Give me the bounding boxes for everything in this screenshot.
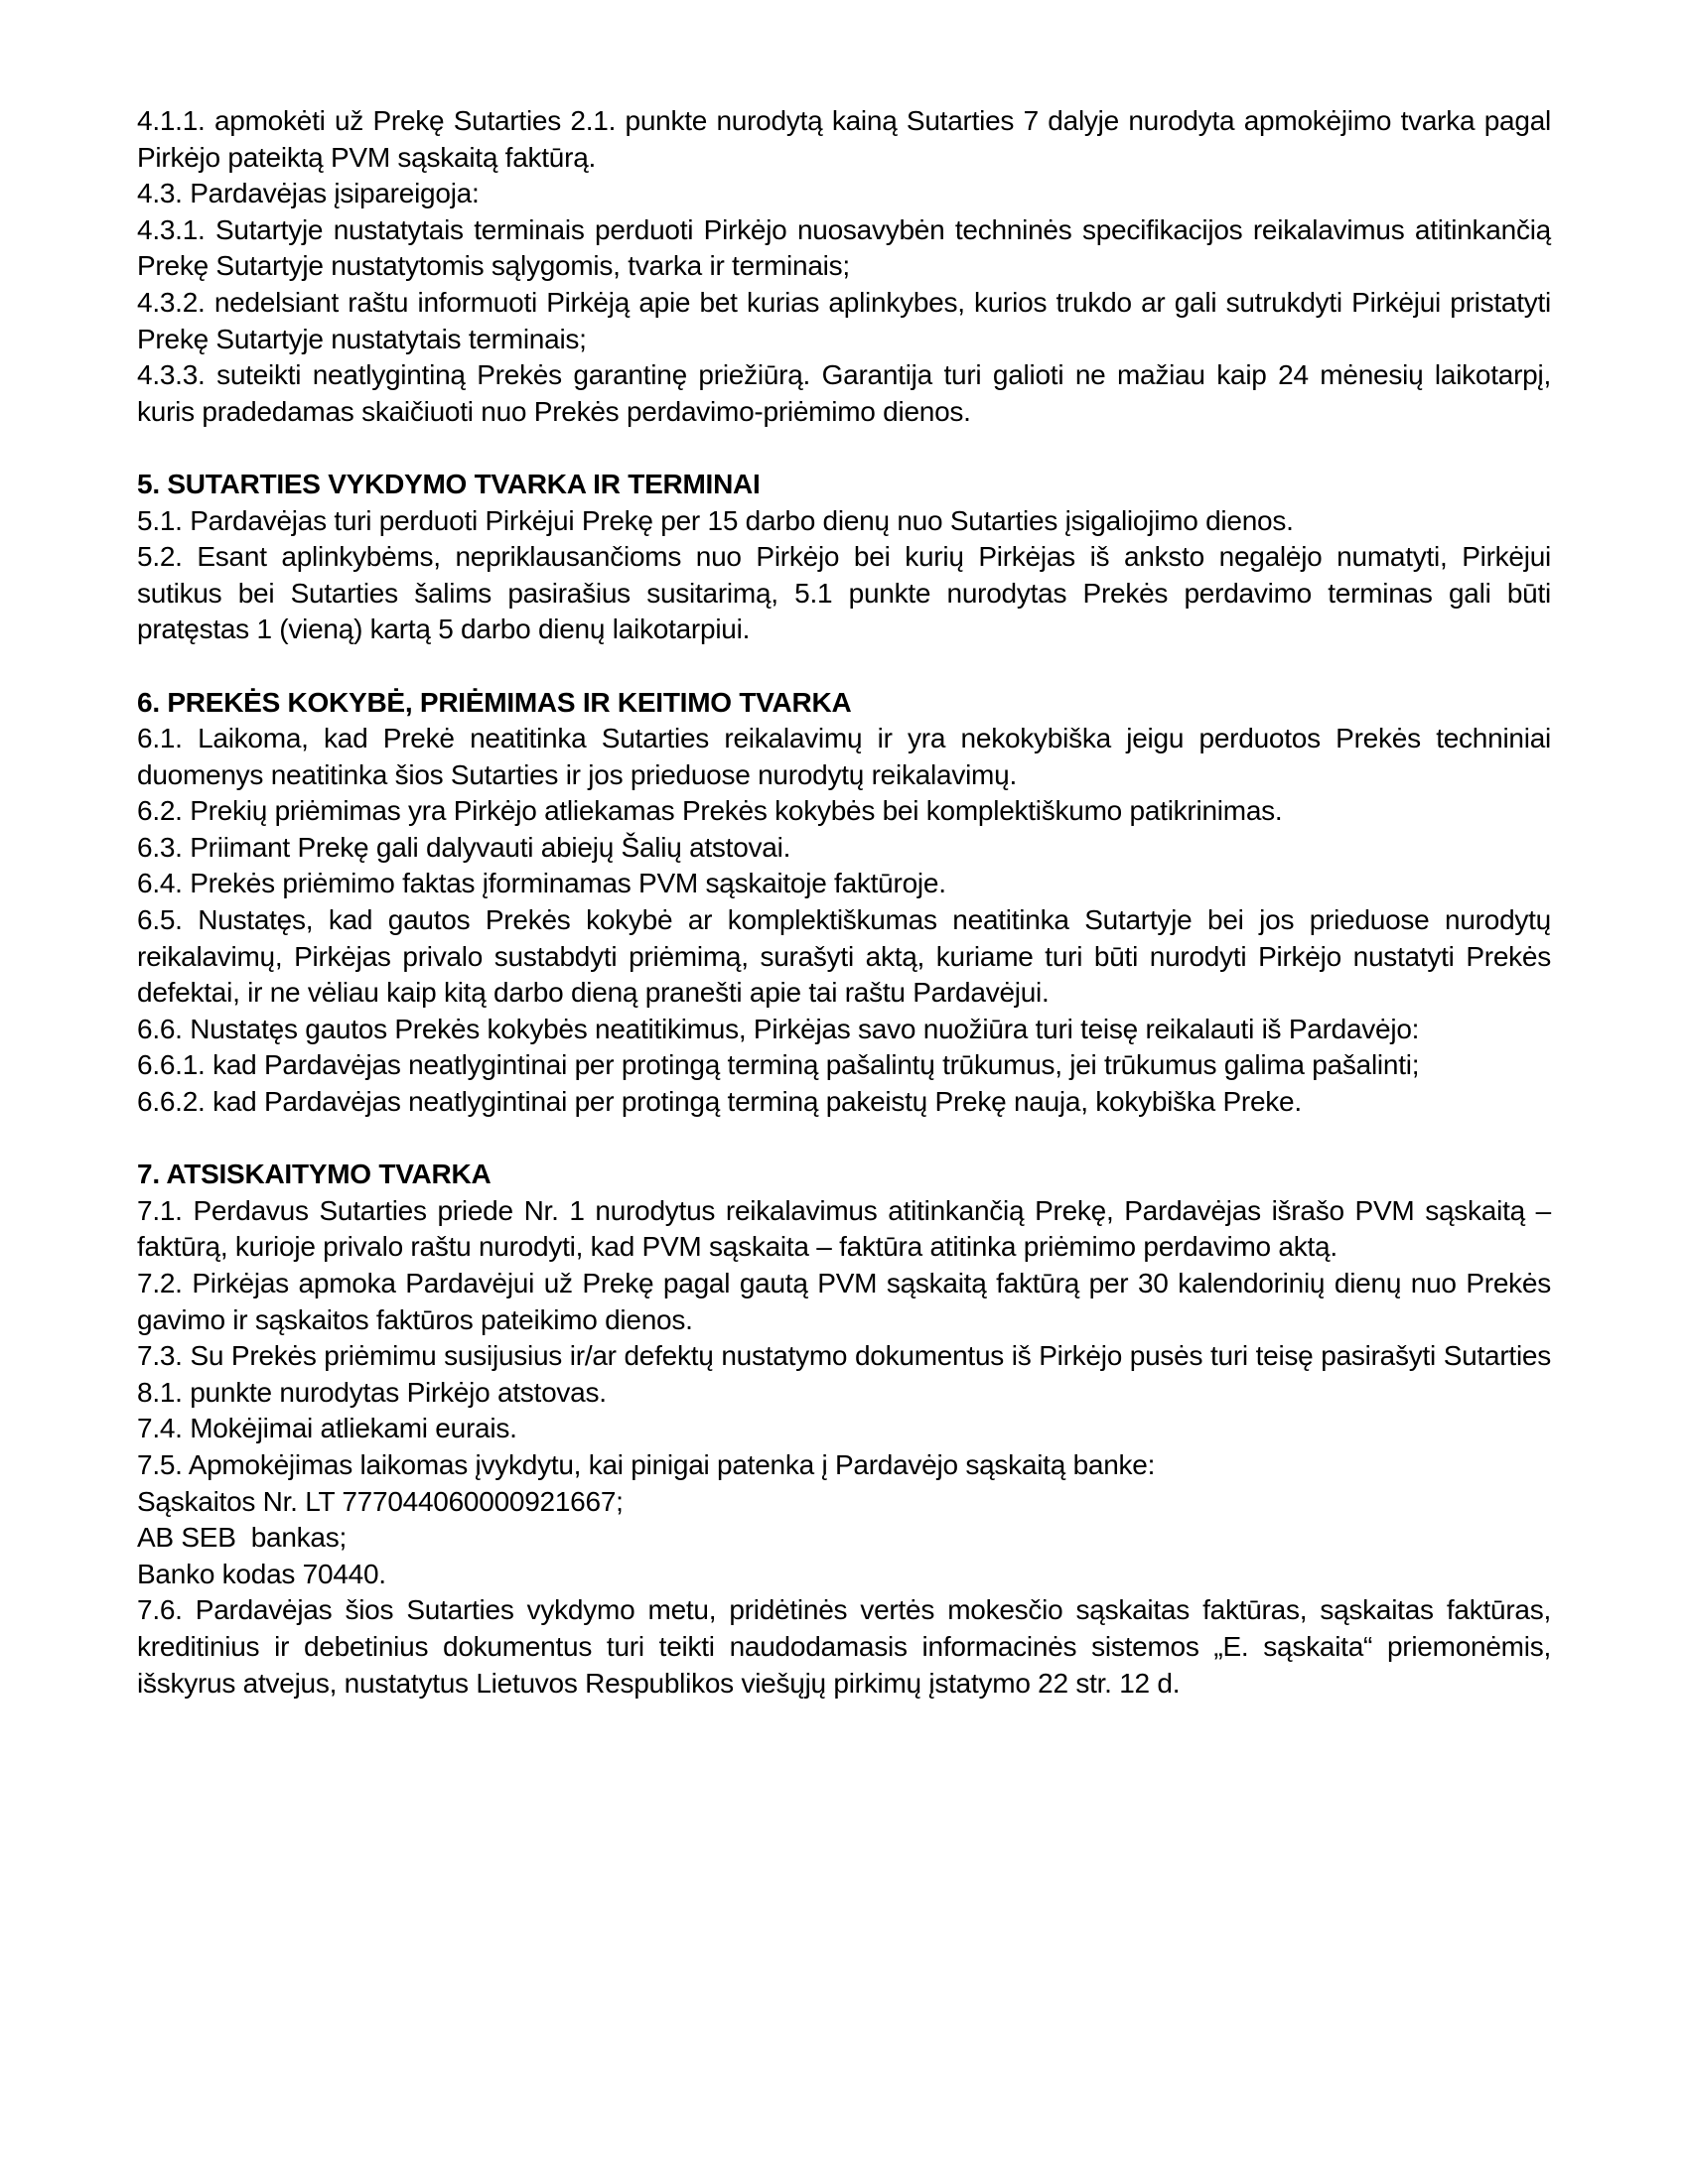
clause-7-6: 7.6. Pardavėjas šios Sutarties vykdymo metu, pridėtinės vertės mokesčio sąskaitas faktūras, sąskaitas faktūras, kreditinius ir debetinius dokumentus turi teikti naudodamasis informacinės sistemos „E. sąskaita“ priemonėmis, išskyrus atvejus, nustatytus Lietuvos Respublikos viešųjų pirkimų įstatymo 22 str. 12 d. (137, 1594, 1551, 1699)
clause-7-5: 7.5. Apmokėjimas laikomas įvykdytu, kai pinigai patenka į Pardavėjo sąskaitą banke: (137, 1448, 1156, 1480)
bank-account-line: Sąskaitos Nr. LT 777044060000921667; (137, 1485, 624, 1517)
bank-code-line: Banko kodas 70440. (137, 1558, 386, 1589)
clause-6-3: 6.3. Priimant Prekę gali dalyvauti abiejų Šalių atstovai. (137, 831, 791, 863)
clause-4-3: 4.3. Pardavėjas įsipareigoja: (137, 178, 480, 209)
clause-4-3-2: 4.3.2. nedelsiant raštu informuoti Pirkėją apie bet kurias aplinkybes, kurios trukdo ar gali sutrukdyti Pirkėjui pristatyti Prekę Sutartyje nustatytais terminais; (137, 286, 1551, 354)
clause-5-1: 5.1. Pardavėjas turi perduoti Pirkėjui Prekę per 15 darbo dienų nuo Sutarties įsigaliojimo dienos. (137, 504, 1294, 536)
section-7-heading: 7. ATSISKAITYMO TVARKA (137, 1159, 492, 1190)
clause-4-1-1: 4.1.1. apmokėti už Prekę Sutarties 2.1. punkte nurodytą kainą Sutarties 7 dalyje nurodyta apmokėjimo tvarka pagal Pirkėjo pateiktą PVM sąskaitą faktūrą. (137, 105, 1551, 173)
clause-7-1: 7.1. Perdavus Sutarties priede Nr. 1 nurodytus reikalavimus atitinkančią Prekę, Pardavėjas išrašo PVM sąskaitą – faktūrą, kurioje privalo raštu nurodyti, kad PVM sąskaita – faktūra atitinka priėmimo perdavimo aktą. (137, 1194, 1551, 1263)
clause-6-6: 6.6. Nustatęs gautos Prekės kokybės neatitikimus, Pirkėjas savo nuožiūra turi teisę reikalauti iš Pardavėjo: (137, 1013, 1420, 1044)
clause-6-4: 6.4. Prekės priėmimo faktas įforminamas PVM sąskaitoje faktūroje. (137, 868, 946, 899)
clause-7-3: 7.3. Su Prekės priėmimu susijusius ir/ar defektų nustatymo dokumentus iš Pirkėjo pusės turi teisę pasirašyti Sutarties 8.1. punkte nurodytas Pirkėjo atstovas. (137, 1340, 1551, 1408)
clause-7-4: 7.4. Mokėjimai atliekami eurais. (137, 1413, 517, 1444)
clause-6-2: 6.2. Prekių priėmimas yra Pirkėjo atliekamas Prekės kokybės bei komplektiškumo patikrinimas. (137, 795, 1283, 827)
clause-4-3-1: 4.3.1. Sutartyje nustatytais terminais perduoti Pirkėjo nuosavybėn techninės specifikacijos reikalavimus atitinkančią Prekę Sutartyje nustatytomis sąlygomis, tvarka ir terminais; (137, 213, 1551, 282)
section-6-heading: 6. PREKĖS KOKYBĖ, PRIĖMIMAS IR KEITIMO TVARKA (137, 686, 852, 718)
clause-6-6-1: 6.6.1. kad Pardavėjas neatlygintinai per protingą terminą pašalintų trūkumus, jei trūkumus galima pašalinti; (137, 1049, 1420, 1081)
clause-6-1: 6.1. Laikoma, kad Prekė neatitinka Sutarties reikalavimų ir yra nekokybiška jeigu perduotos Prekės techniniai duomenys neatitinka šios Sutarties ir jos prieduose nurodytų reikalavimų. (137, 723, 1551, 790)
bank-name-line: AB SEB bankas; (137, 1522, 348, 1554)
clause-6-5: 6.5. Nustatęs, kad gautos Prekės kokybė ar komplektiškumas neatitinka Sutartyje bei jos prieduose nurodytų reikalavimų, Pirkėjas privalo sustabdyti priėmimą, surašyti aktą, kuriame turi būti nurodyti Pirkėjo nustatyti Prekės defektai, ir ne vėliau kaip kitą darbo dieną pranešti apie tai raštu Pardavėjui. (137, 904, 1551, 1009)
clause-6-6-2: 6.6.2. kad Pardavėjas neatlygintinai per protingą terminą pakeistų Prekę nauja, kokybiška Preke. (137, 1086, 1302, 1118)
section-5-heading: 5. SUTARTIES VYKDYMO TVARKA IR TERMINAI (137, 468, 761, 499)
clause-5-2: 5.2. Esant aplinkybėms, nepriklausančioms nuo Pirkėjo bei kurių Pirkėjas iš anksto negalėjo numatyti, Pirkėjui sutikus bei Sutarties šalims pasirašius susitarimą, 5.1 punkte nurodytas Prekės perdavimo terminas gali būti pratęstas 1 (vieną) kartą 5 darbo dienų laikotarpiui. (137, 541, 1551, 645)
clause-7-2: 7.2. Pirkėjas apmoka Pardavėjui už Prekę pagal gautą PVM sąskaitą faktūrą per 30 kalendorinių dienų nuo Prekės gavimo ir sąskaitos faktūros pateikimo dienos. (137, 1268, 1551, 1335)
clause-4-3-3: 4.3.3. suteikti neatlygintiną Prekės garantinę priežiūrą. Garantija turi galioti ne mažiau kaip 24 mėnesių laikotarpį, kuris pradedamas skaičiuoti nuo Prekės perdavimo-priėmimo dienos. (137, 359, 1551, 427)
